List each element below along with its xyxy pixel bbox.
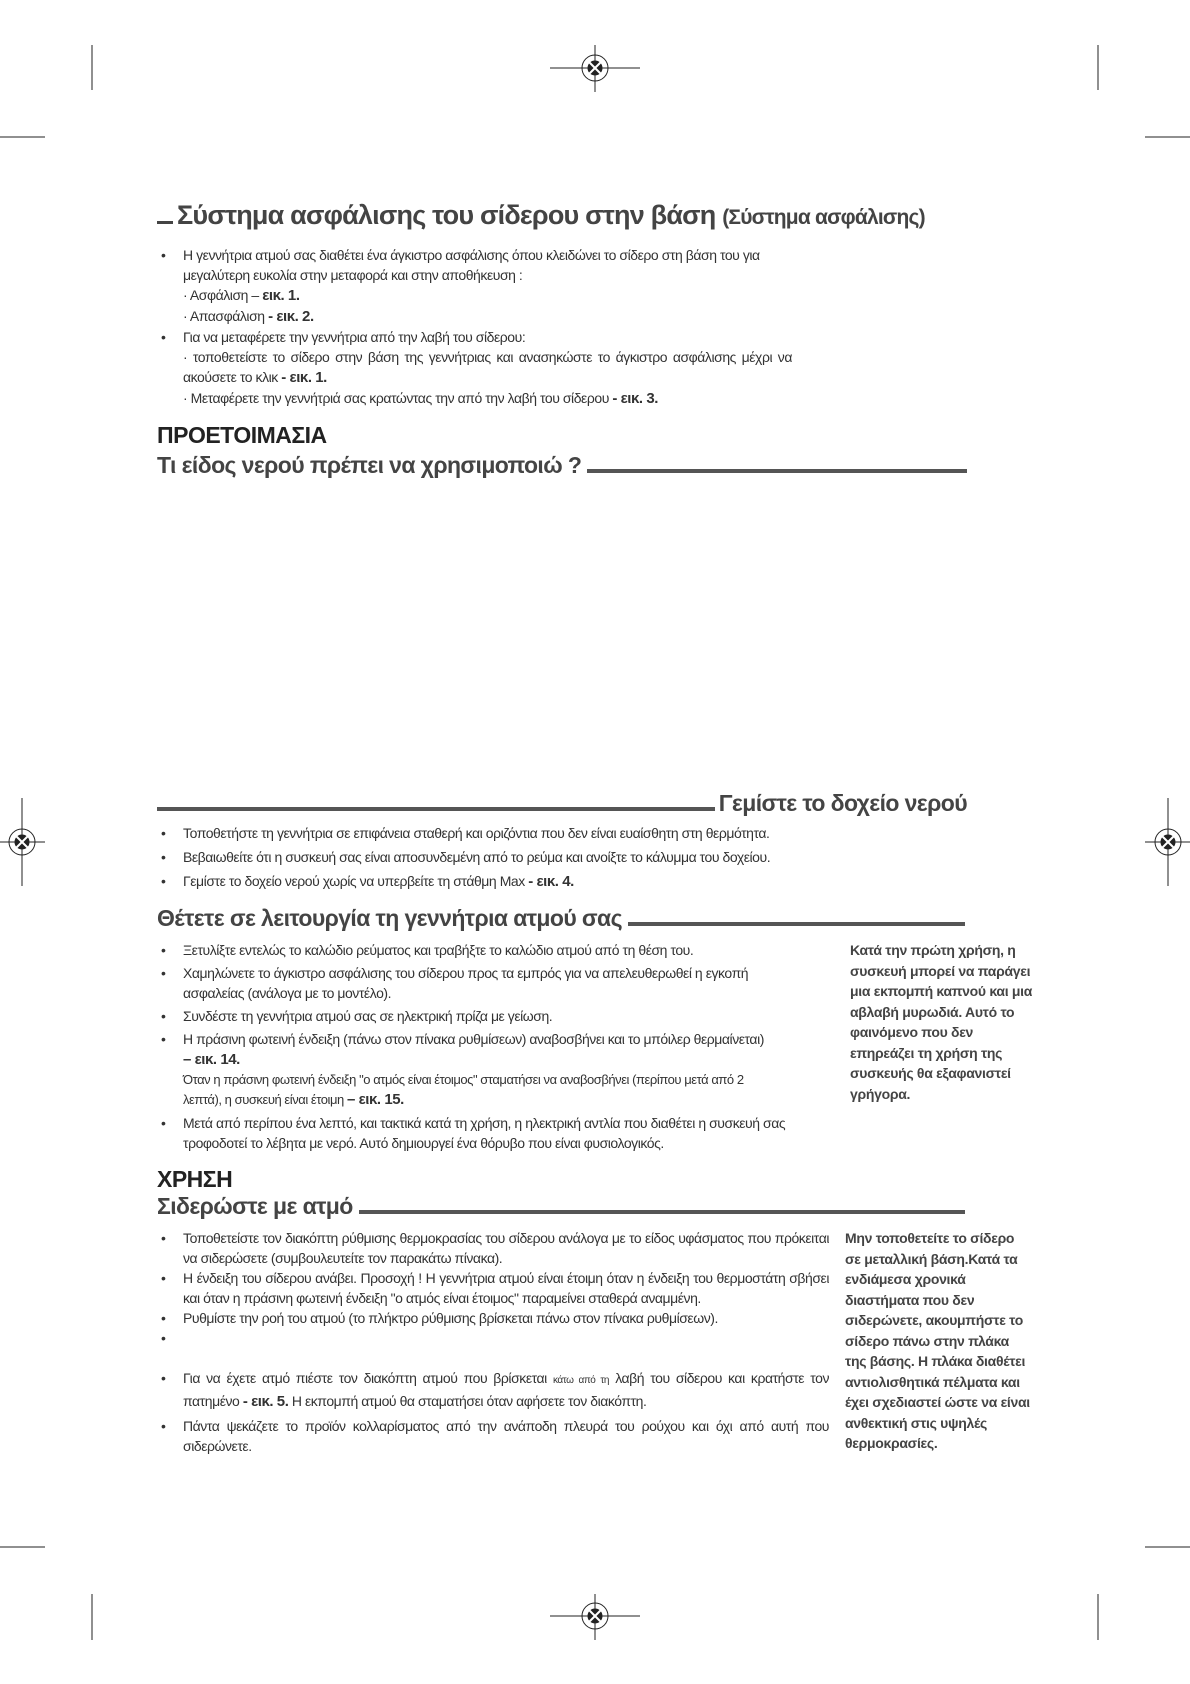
step-text: · τοποθετείστε το σίδερο στην βάση της γεννήτριας και ανασηκώστε το άγκιστρο ασφάλισης μέχρι να ακούσετε το κλικ xyxy=(183,349,792,385)
list-item xyxy=(157,1368,829,1412)
figure-ref: - εικ. 4. xyxy=(528,873,574,890)
item-text: λαβή του σίδερου και κρατήστε τον πατημένο xyxy=(183,1370,830,1409)
list-item xyxy=(157,847,967,867)
bullet-icon: • xyxy=(161,1008,166,1024)
item-text: Τοποθετείστε τον διακόπτη ρύθμισης θερμοκρασίας του σίδερου ανάλογα με το είδος υφάσματος που πρόκειται να σιδερώσετε (συμβουλευτείτε τον παρακάτω πίνακα). xyxy=(183,1230,829,1266)
heading-text: Σιδερώστε με ατμό xyxy=(157,1193,353,1219)
lock-instructions xyxy=(157,245,792,409)
list-item xyxy=(157,871,967,892)
item-text: Όταν η πράσινη φωτεινή ένδειξη "ο ατμός είναι έτοιμος" σταματήσει να αναβοσβήνει (περίπου μετά από 2 λεπτά), η συσκευή είναι έτοιμη xyxy=(183,1072,744,1107)
heading-rule xyxy=(359,1210,965,1214)
bullet-icon: • xyxy=(161,1330,166,1346)
heading-rule xyxy=(157,807,715,811)
bullet-icon: • xyxy=(161,942,166,958)
carry-step xyxy=(183,347,792,388)
list-item xyxy=(157,963,829,1003)
figure-ref: εικ. 1. xyxy=(262,287,300,304)
figure-ref: - εικ. 3. xyxy=(612,390,658,407)
item-text: Η πράσινη φωτεινή ένδειξη (πάνω στον πίνακα ρυθμίσεων) αναβοσβήνει και το μπόιλερ θερμαίνεται) xyxy=(183,1031,764,1047)
bullet-icon: • xyxy=(161,1310,166,1326)
figure-ref: - εικ. 1. xyxy=(281,369,327,386)
bullet-icon: • xyxy=(161,1418,166,1434)
list-item xyxy=(157,1228,829,1268)
registration-mark-right xyxy=(1145,798,1190,886)
bullet-icon: • xyxy=(161,825,166,841)
bullet-icon: • xyxy=(161,1270,166,1286)
carry-step xyxy=(183,388,792,409)
ironing-instructions xyxy=(157,1228,829,1456)
title-text: Σύστημα ασφάλισης του σίδερου στην βάση xyxy=(177,200,716,230)
item-text: Ξετυλίξτε εντελώς το καλώδιο ρεύματος και τραβήξτε το καλώδιο ατμού από τη θέση του. xyxy=(183,942,694,958)
list-item xyxy=(157,1308,829,1328)
figure-ref: – εικ. 15. xyxy=(346,1091,404,1108)
step-text: · Απασφάλιση xyxy=(183,308,269,324)
figure-ref: - εικ. 2. xyxy=(268,308,314,325)
item-text: Χαμηλώνετε το άγκιστρο ασφάλισης του σίδερου προς τα εμπρός για να απελευθερωθεί η εγκοπή ασφαλείας (ανάλογα με το μοντέλο). xyxy=(183,965,749,1001)
fill-tank-heading xyxy=(157,790,967,817)
item-text: Μετά από περίπου ένα λεπτό, και τακτικά κατά τη χρήση, η ηλεκτρική αντλία που διαθέτει η συσκευή σας τροφοδοτεί το λέβητα με νερό. Αυτό δημιουργεί ένα θόρυβο που είναι φυσιολογικός. xyxy=(183,1115,786,1151)
heading-text: Γεμίστε το δοχείο νερού xyxy=(718,790,967,816)
start-instructions xyxy=(157,940,829,1153)
list-item xyxy=(157,940,829,960)
item-text: Για να έχετε ατμό πιέστε τον διακόπτη ατμού που βρίσκεται xyxy=(183,1370,553,1386)
item-text: Τοποθετήστε τη γεννήτρια σε επιφάνεια σταθερή και οριζόντια που δεν είναι ευαίσθητη στη θερμότητα. xyxy=(183,825,770,841)
lock-section-title xyxy=(157,200,925,231)
heading-rule xyxy=(628,922,965,926)
bullet-icon: • xyxy=(161,1115,166,1131)
registration-mark-top xyxy=(550,45,640,92)
list-item xyxy=(157,245,792,327)
list-item xyxy=(157,1113,829,1153)
bullet-icon: • xyxy=(161,849,166,865)
preparation-heading: ΠΡΟΕΤΟΙΜΑΣΙΑ xyxy=(157,422,327,448)
bullet-icon: • xyxy=(161,329,166,345)
item-text: Η εκπομπή ατμού θα σταματήσει όταν αφήσετε τον διακόπτη. xyxy=(288,1393,647,1409)
heading-rule xyxy=(587,469,967,473)
list-item-empty xyxy=(157,1328,829,1368)
bullet-icon: • xyxy=(161,873,166,889)
item-text: Η γεννήτρια ατμού σας διαθέτει ένα άγκιστρο ασφάλισης όπου κλειδώνει το σίδερο στη βάση του για μεγαλύτερη ευκολία στην μεταφορά και στην αποθήκευση : xyxy=(183,247,760,283)
item-text: Γεμίστε το δοχείο νερού χωρίς να υπερβείτε τη στάθμη Max xyxy=(183,873,529,889)
steam-ironing-heading xyxy=(157,1193,965,1220)
start-generator-heading xyxy=(157,905,965,932)
heading-text: Θέτετε σε λειτουργία τη γεννήτρια ατμού σας xyxy=(157,905,622,931)
use-heading: ΧΡΗΣΗ xyxy=(157,1166,233,1192)
list-item xyxy=(157,1029,829,1110)
title-subtitle: (Σύστημα ασφάλισης) xyxy=(722,206,925,229)
item-continuation xyxy=(183,1070,769,1110)
iron-placement-note: Μην τοποθετείτε το σίδερο σε μεταλλική βάση.Κατά τα ενδιάμεσα χρονικά διαστήματα που δεν σιδερώνετε, ακουμπήστε το σίδερο πάνω στην πλάκα της βάσης. Η πλάκα διαθέτει αντιολισθητικά πέλματα και έχει σχεδιαστεί ώστε να είναι ανθεκτική στις υψηλές θερμοκρασίες. xyxy=(845,1230,1030,1451)
list-item xyxy=(157,823,967,843)
step-text: · Ασφάλιση – xyxy=(183,287,263,303)
water-type-heading xyxy=(157,452,967,479)
bullet-icon: • xyxy=(161,247,166,263)
figure-ref: – εικ. 14. xyxy=(183,1051,240,1068)
registration-mark-bottom xyxy=(550,1594,640,1640)
item-text: Για να μεταφέρετε την γεννήτρια από την λαβή του σίδερου: xyxy=(183,329,526,345)
first-use-note: Κατά την πρώτη χρήση, η συσκευή μπορεί να παράγει μια εκπομπή καπνού και μια αβλαβή μυρωδιά. Αυτό το φαινόμενο που δεν επηρεάζει τη χρήση της συσκευής θα εξαφανιστεί γρήγορα. xyxy=(850,942,1033,1102)
list-item xyxy=(157,1416,829,1456)
lock-step xyxy=(183,285,792,306)
bullet-icon: • xyxy=(161,1031,166,1047)
bullet-icon: • xyxy=(161,965,166,981)
registration-mark-left xyxy=(0,798,45,886)
item-text: Πάντα ψεκάζετε το προϊόν κολλαρίσματος από την ανάποδη πλευρά του ρούχου και όχι από αυτή που σιδερώνετε. xyxy=(183,1418,829,1454)
bullet-icon: • xyxy=(161,1230,166,1246)
list-item xyxy=(157,1268,829,1308)
title-dash xyxy=(157,221,173,224)
item-text: Συνδέστε τη γεννήτρια ατμού σας σε ηλεκτρική πρίζα με γείωση. xyxy=(183,1008,553,1024)
unlock-step xyxy=(183,306,792,327)
figure-ref: - εικ. 5. xyxy=(242,1393,289,1410)
step-text: · Μεταφέρετε την γεννήτριά σας κρατώντας την από την λαβή του σίδερου xyxy=(183,390,613,406)
item-text: Ρυθμίστε την ροή του ατμού (το πλήκτρο ρύθμισης βρίσκεται πάνω στον πίνακα ρυθμίσεων). xyxy=(183,1310,718,1326)
bullet-icon: • xyxy=(161,1370,166,1386)
item-text-small: κάτω από τη xyxy=(552,1375,610,1386)
item-text: Βεβαιωθείτε ότι η συσκευή σας είναι αποσυνδεμένη από το ρεύμα και ανοίξτε το κάλυμμα του δοχείου. xyxy=(183,849,771,865)
list-item xyxy=(157,327,792,409)
heading-text: Τι είδος νερού πρέπει να χρησιμοποιώ ? xyxy=(157,452,582,478)
item-text: Η ένδειξη του σίδερου ανάβει. Προσοχή ! Η γεννήτρια ατμού είναι έτοιμη όταν η ένδειξη του θερμοστάτη σβήσει και όταν η πράσινη φωτεινή ένδειξη "ο ατμός είναι έτοιμος" παραμείνει σταθερά αναμμένη. xyxy=(183,1270,829,1306)
list-item xyxy=(157,1006,829,1026)
fill-instructions xyxy=(157,823,967,892)
